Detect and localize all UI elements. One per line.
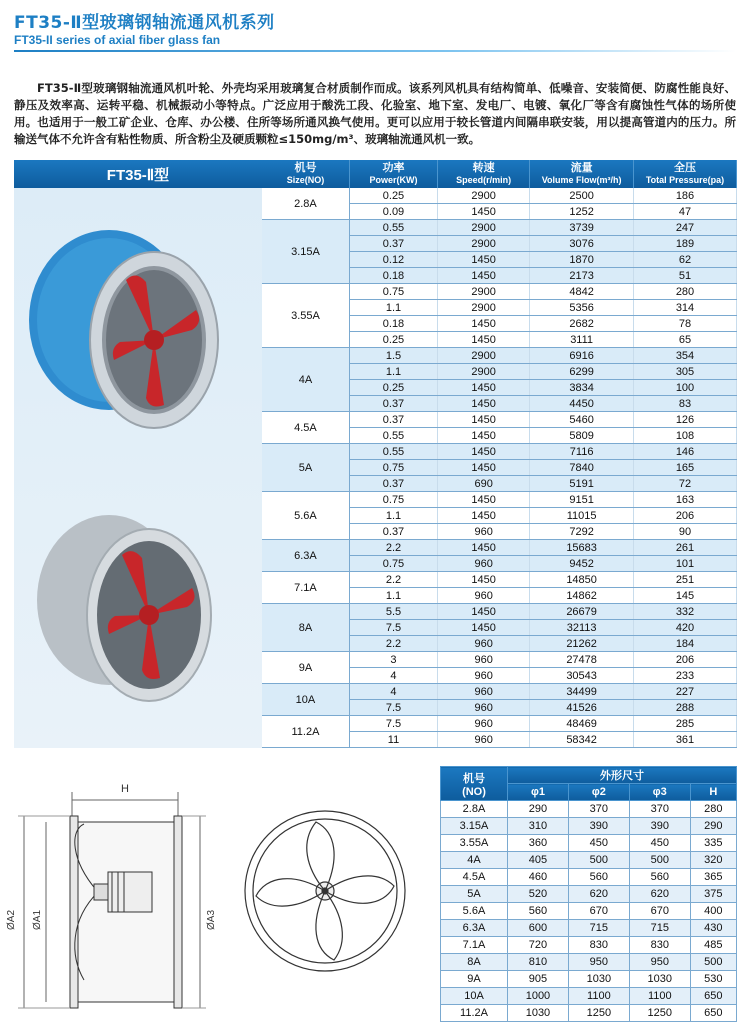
size-cell: 6.3A [262,540,349,572]
table-cell: 310 [508,818,569,835]
col-speed: 转速 Speed(r/min) [438,160,530,188]
table-cell: 247 [633,220,736,236]
table-cell: 4 [349,668,437,684]
table-cell: 0.12 [349,252,437,268]
table-cell: 0.37 [349,476,437,492]
table-cell: 500 [568,852,629,869]
table-cell: 251 [633,572,736,588]
size-cell: 2.8A [262,188,349,220]
size-cell: 10A [262,684,349,716]
table-cell: 27478 [530,652,634,668]
table-cell: 145 [633,588,736,604]
page-title-en: FT35-II series of axial fiber glass fan [14,33,221,47]
table-cell: 280 [633,284,736,300]
side-view-drawing [18,792,206,1008]
table-cell: 3 [349,652,437,668]
table-cell: 2.2 [349,636,437,652]
table-cell: 4842 [530,284,634,300]
table-cell: 5460 [530,412,634,428]
table-cell: 1450 [438,620,530,636]
table-row [262,220,737,236]
size-cell: 8A [262,604,349,652]
table-cell: 2900 [438,220,530,236]
table-cell: 370 [568,801,629,818]
table-cell: 290 [508,801,569,818]
table-cell: 10A [441,988,508,1005]
table-cell: 1450 [438,332,530,348]
table-cell: 1450 [438,508,530,524]
table-cell: 670 [629,903,690,920]
table-cell: 500 [690,954,736,971]
table-cell: 0.75 [349,492,437,508]
table-cell: 3834 [530,380,634,396]
table-cell: 2173 [530,268,634,284]
table-cell: 810 [508,954,569,971]
table-cell: 2900 [438,284,530,300]
col-phi1: φ1 [508,784,569,801]
table-cell: 261 [633,540,736,556]
table-cell: 2900 [438,188,530,204]
table-cell: 1030 [568,971,629,988]
table-cell: 1252 [530,204,634,220]
table-cell: 0.75 [349,284,437,300]
table-cell: 2.2 [349,572,437,588]
table-cell: 65 [633,332,736,348]
table-cell: 21262 [530,636,634,652]
label-a3: ØA3 [206,909,217,930]
table-cell: 9A [441,971,508,988]
table-cell: 500 [629,852,690,869]
table-row [262,348,737,364]
table-row [262,716,737,732]
col-phi3: φ3 [629,784,690,801]
table-cell: 165 [633,460,736,476]
table-cell: 335 [690,835,736,852]
table-cell: 280 [690,801,736,818]
table-cell: 354 [633,348,736,364]
dimension-header-row [441,767,737,784]
table-cell: 1250 [629,1005,690,1022]
table-cell: 2500 [530,188,634,204]
table-cell: 1870 [530,252,634,268]
table-cell: 186 [633,188,736,204]
table-cell: 5A [441,886,508,903]
table-row [262,492,737,508]
size-cell: 11.2A [262,716,349,748]
table-cell: 0.55 [349,428,437,444]
table-cell: 1450 [438,540,530,556]
table-cell: 58342 [530,732,634,748]
table-cell: 30543 [530,668,634,684]
table-cell: 0.18 [349,316,437,332]
table-cell: 0.09 [349,204,437,220]
col-no: 机号 (NO) [441,767,508,801]
table-cell: 48469 [530,716,634,732]
table-cell: 8A [441,954,508,971]
table-cell: 9452 [530,556,634,572]
table-row [262,684,737,700]
table-row [441,852,737,869]
table-cell: 1450 [438,204,530,220]
table-cell: 51 [633,268,736,284]
dimension-table [440,766,737,1022]
table-row [441,920,737,937]
table-row [441,903,737,920]
table-row [441,818,737,835]
table-cell: 288 [633,700,736,716]
table-cell: 830 [568,937,629,954]
table-cell: 0.55 [349,444,437,460]
table-cell: 960 [438,668,530,684]
table-cell: 7.5 [349,716,437,732]
table-row [441,988,737,1005]
table-cell: 3.55A [441,835,508,852]
table-cell: 600 [508,920,569,937]
table-cell: 5191 [530,476,634,492]
table-cell: 360 [508,835,569,852]
table-cell: 26679 [530,604,634,620]
table-cell: 11 [349,732,437,748]
table-cell: 560 [508,903,569,920]
table-cell: 960 [438,732,530,748]
table-cell: 3076 [530,236,634,252]
table-cell: 14862 [530,588,634,604]
table-cell: 9151 [530,492,634,508]
col-h: H [690,784,736,801]
table-cell: 960 [438,556,530,572]
table-cell: 34499 [530,684,634,700]
size-cell: 9A [262,652,349,684]
table-cell: 620 [629,886,690,903]
table-cell: 530 [690,971,736,988]
col-total-pressure: 全压 Total Pressure(pa) [633,160,736,188]
model-label-band: FT35-Ⅱ型 [14,160,262,188]
table-cell: 11.2A [441,1005,508,1022]
table-row [262,412,737,428]
table-cell: 485 [690,937,736,954]
table-cell: 90 [633,524,736,540]
table-cell: 960 [438,652,530,668]
table-cell: 960 [438,588,530,604]
table-cell: 7116 [530,444,634,460]
performance-table [262,160,737,748]
performance-header-row [262,160,737,188]
label-a2: ØA2 [6,909,17,930]
table-cell: 361 [633,732,736,748]
table-cell: 6916 [530,348,634,364]
col-power: 功率 Power(KW) [349,160,437,188]
size-cell: 7.1A [262,572,349,604]
table-cell: 108 [633,428,736,444]
table-cell: 4450 [530,396,634,412]
table-cell: 690 [438,476,530,492]
table-cell: 290 [690,818,736,835]
table-cell: 83 [633,396,736,412]
table-row [441,937,737,954]
table-cell: 420 [633,620,736,636]
table-cell: 5356 [530,300,634,316]
table-cell: 2.2 [349,540,437,556]
table-cell: 390 [568,818,629,835]
table-cell: 1450 [438,572,530,588]
table-cell: 1250 [568,1005,629,1022]
table-cell: 206 [633,652,736,668]
table-cell: 375 [690,886,736,903]
size-cell: 4.5A [262,412,349,444]
table-cell: 2900 [438,348,530,364]
table-cell: 1.1 [349,300,437,316]
table-cell: 3739 [530,220,634,236]
table-cell: 4A [441,852,508,869]
size-cell: 5A [262,444,349,492]
table-cell: 1450 [438,316,530,332]
table-row [262,652,737,668]
table-cell: 0.37 [349,396,437,412]
table-cell: 1.1 [349,364,437,380]
table-cell: 670 [568,903,629,920]
table-cell: 1450 [438,268,530,284]
table-cell: 2900 [438,300,530,316]
table-row [441,886,737,903]
table-cell: 620 [568,886,629,903]
table-cell: 960 [438,636,530,652]
table-cell: 0.75 [349,460,437,476]
table-cell: 7.5 [349,700,437,716]
table-cell: 320 [690,852,736,869]
table-cell: 233 [633,668,736,684]
table-cell: 4 [349,684,437,700]
table-cell: 960 [438,524,530,540]
table-row [441,835,737,852]
size-cell: 3.15A [262,220,349,284]
table-cell: 285 [633,716,736,732]
front-view-drawing [245,811,405,971]
table-cell: 5.5 [349,604,437,620]
technical-drawing [0,760,430,1018]
table-cell: 430 [690,920,736,937]
table-cell: 1030 [508,1005,569,1022]
page-title-cn: FT35-Ⅱ型玻璃钢轴流通风机系列 [14,13,275,33]
product-image-panel [14,160,262,748]
col-dimensions: 外形尺寸 [508,767,737,784]
table-row [441,954,737,971]
table-cell: 560 [568,869,629,886]
table-cell: 905 [508,971,569,988]
table-row [441,869,737,886]
table-cell: 163 [633,492,736,508]
table-cell: 1.1 [349,588,437,604]
table-cell: 7840 [530,460,634,476]
table-cell: 1.5 [349,348,437,364]
table-cell: 1450 [438,380,530,396]
table-cell: 390 [629,818,690,835]
table-cell: 720 [508,937,569,954]
table-cell: 1450 [438,412,530,428]
table-cell: 206 [633,508,736,524]
table-cell: 41526 [530,700,634,716]
table-cell: 4.5A [441,869,508,886]
table-cell: 3111 [530,332,634,348]
blue-fan-image [29,230,218,428]
table-cell: 0.37 [349,412,437,428]
table-cell: 1450 [438,460,530,476]
table-cell: 2.8A [441,801,508,818]
table-cell: 1450 [438,396,530,412]
table-cell: 0.55 [349,220,437,236]
table-cell: 6.3A [441,920,508,937]
table-cell: 47 [633,204,736,220]
table-cell: 1450 [438,444,530,460]
table-cell: 305 [633,364,736,380]
table-cell: 1030 [629,971,690,988]
table-cell: 1450 [438,252,530,268]
table-cell: 1000 [508,988,569,1005]
table-cell: 78 [633,316,736,332]
table-cell: 0.75 [349,556,437,572]
table-cell: 365 [690,869,736,886]
table-cell: 0.25 [349,380,437,396]
table-row [262,188,737,204]
table-cell: 32113 [530,620,634,636]
table-row [262,572,737,588]
table-cell: 314 [633,300,736,316]
table-cell: 715 [629,920,690,937]
table-cell: 7292 [530,524,634,540]
table-cell: 0.37 [349,524,437,540]
table-cell: 450 [629,835,690,852]
table-cell: 370 [629,801,690,818]
table-row [262,604,737,620]
intro-paragraph: FT35-Ⅱ型玻璃钢轴流通风机叶轮、外壳均采用玻璃复合材质制作而成。该系列风机具有结构简单、低噪音、安装简便、防腐性能良好、静压及效率高、运转平稳、机械振动小等特点。广泛应用于酸洗工段、化验室、地下室、发电厂、电镀、氧化厂等含有腐蚀性气体的场所使用。也适用于一般工矿企业、仓库、办公楼、住所等场所通风换气使用。更可以应用于较长管道内间隔串联安装，用以提高管道内的压力。所输送气体不允许含有粘性物质、所含粉尘及硬质颗粒≤150mg/m³、玻璃轴流通风机一致。 [14,81,736,146]
table-cell: 0.18 [349,268,437,284]
table-cell: 7.5 [349,620,437,636]
table-cell: 184 [633,636,736,652]
grey-fan-image [37,515,211,701]
table-cell: 100 [633,380,736,396]
table-cell: 14850 [530,572,634,588]
table-cell: 1100 [629,988,690,1005]
table-cell: 1450 [438,492,530,508]
table-cell: 1100 [568,988,629,1005]
table-cell: 15683 [530,540,634,556]
table-cell: 650 [690,1005,736,1022]
table-cell: 6299 [530,364,634,380]
table-row [441,1005,737,1022]
table-cell: 520 [508,886,569,903]
table-cell: 1.1 [349,508,437,524]
table-cell: 460 [508,869,569,886]
title-underline [14,50,736,52]
size-cell: 5.6A [262,492,349,540]
table-cell: 3.15A [441,818,508,835]
label-a1: ØA1 [32,909,43,930]
label-h: H [121,783,129,795]
table-cell: 146 [633,444,736,460]
table-cell: 0.25 [349,188,437,204]
size-cell: 3.55A [262,284,349,348]
table-cell: 0.25 [349,332,437,348]
table-cell: 5809 [530,428,634,444]
table-row [262,444,737,460]
table-cell: 960 [438,700,530,716]
table-cell: 0.37 [349,236,437,252]
table-cell: 650 [690,988,736,1005]
table-cell: 72 [633,476,736,492]
table-cell: 332 [633,604,736,620]
table-cell: 11015 [530,508,634,524]
table-cell: 227 [633,684,736,700]
table-row [441,801,737,818]
table-cell: 960 [438,716,530,732]
table-cell: 950 [568,954,629,971]
table-cell: 715 [568,920,629,937]
table-cell: 101 [633,556,736,572]
table-cell: 1450 [438,428,530,444]
table-cell: 2900 [438,364,530,380]
table-cell: 400 [690,903,736,920]
table-cell: 560 [629,869,690,886]
table-cell: 5.6A [441,903,508,920]
table-cell: 7.1A [441,937,508,954]
table-row [262,284,737,300]
col-phi2: φ2 [568,784,629,801]
size-cell: 4A [262,348,349,412]
col-size: 机号 Size(NO) [262,160,349,188]
table-cell: 405 [508,852,569,869]
table-cell: 450 [568,835,629,852]
table-row [262,540,737,556]
table-row [441,971,737,988]
col-volume-flow: 流量 Volume Flow(m³/h) [530,160,634,188]
table-cell: 126 [633,412,736,428]
table-cell: 830 [629,937,690,954]
table-cell: 62 [633,252,736,268]
table-cell: 1450 [438,604,530,620]
table-cell: 960 [438,684,530,700]
table-cell: 189 [633,236,736,252]
table-cell: 2900 [438,236,530,252]
product-photos [14,160,262,748]
table-cell: 950 [629,954,690,971]
table-cell: 2682 [530,316,634,332]
